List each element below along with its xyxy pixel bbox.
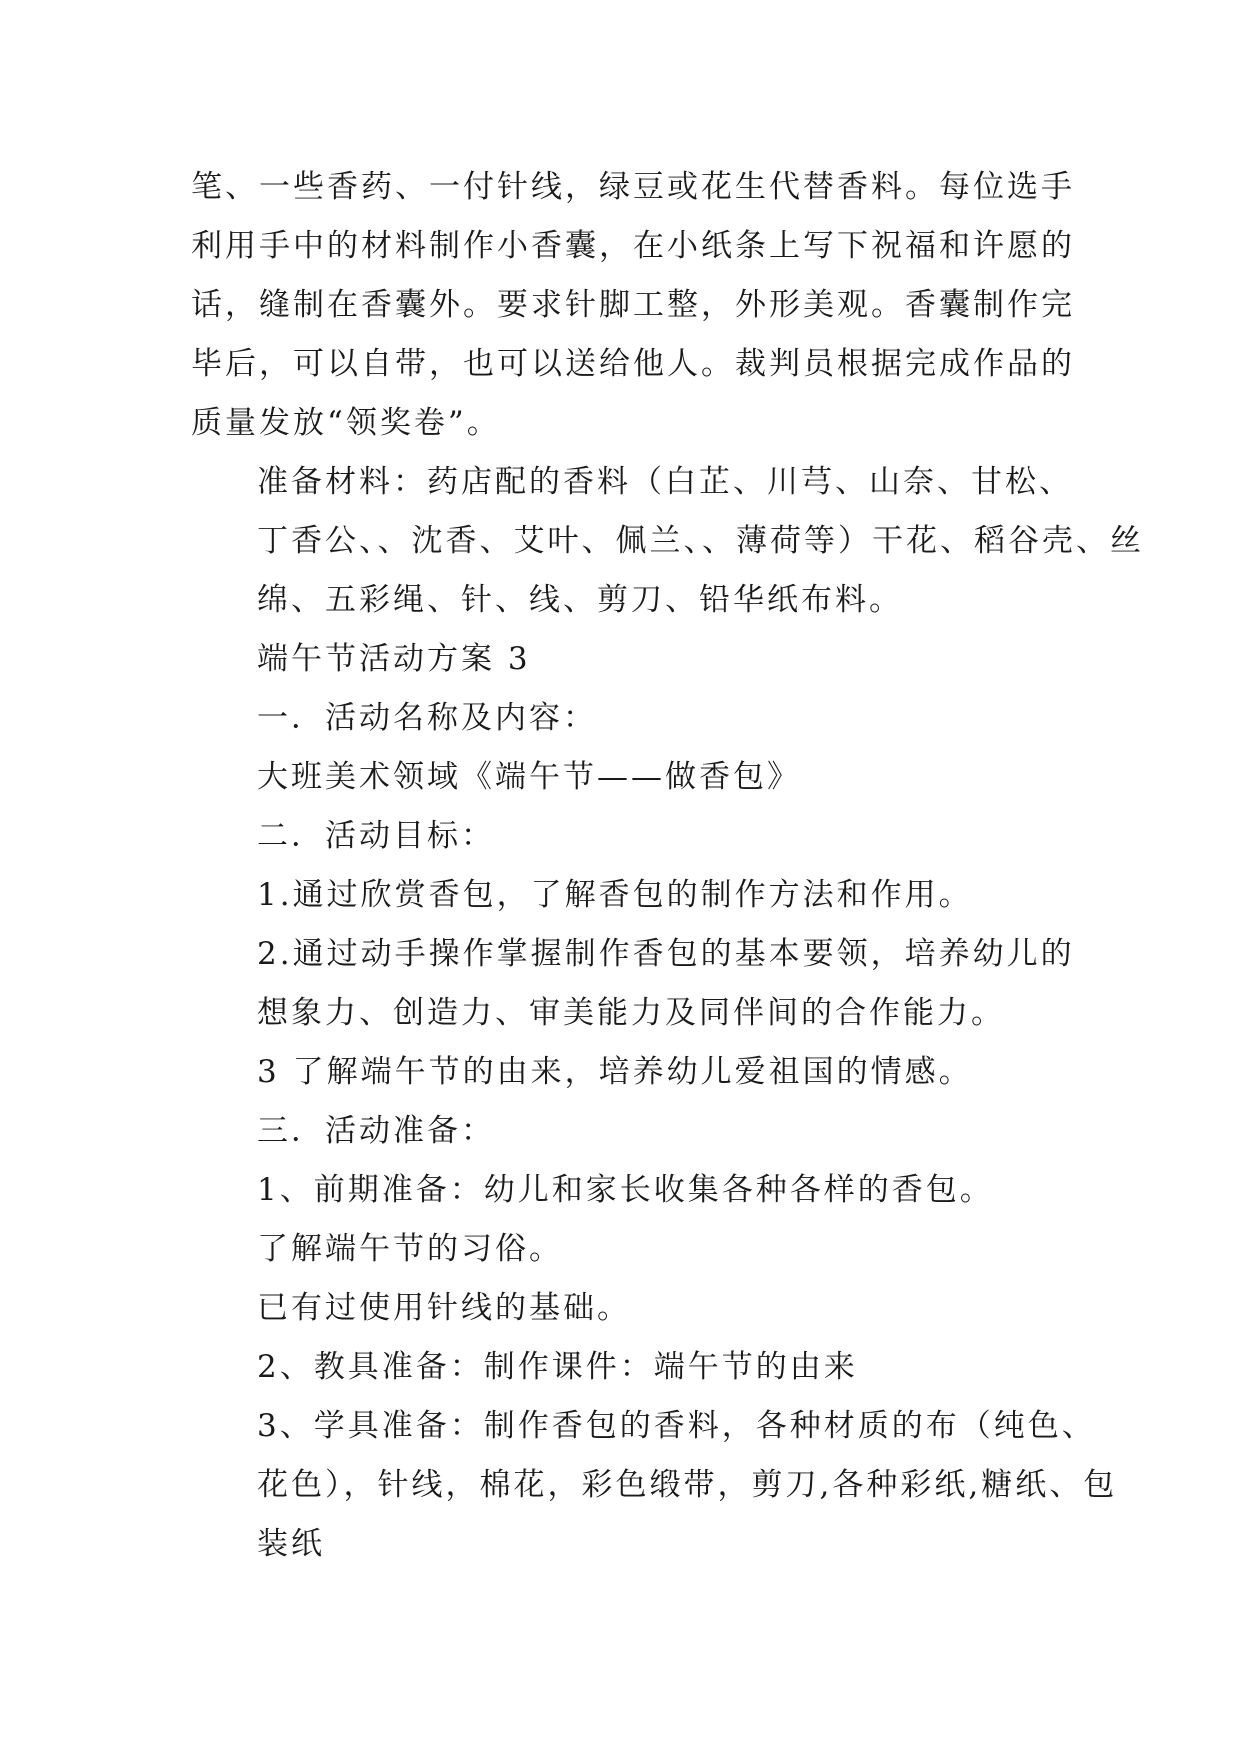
paragraph-line: 绵、五彩绳、针、线、剪刀、铅华纸布料。 — [257, 582, 903, 618]
paragraph-line: 2.通过动手操作掌握制作香包的基本要领，培养幼儿的 — [257, 936, 1075, 972]
paragraph-line: 一．活动名称及内容： — [257, 700, 597, 736]
paragraph-line: 质量发放“领奖卷”。 — [191, 405, 501, 441]
paragraph-line: 端午节活动方案 3 — [257, 641, 531, 677]
paragraph — [191, 158, 1075, 453]
paragraph — [191, 1338, 1071, 1397]
paragraph — [191, 689, 1071, 748]
paragraph — [191, 1161, 1071, 1220]
paragraph-line: 3 了解端午节的由来，培养幼儿爱祖国的情感。 — [257, 1054, 973, 1090]
paragraph — [191, 807, 1071, 866]
paragraph — [191, 453, 1144, 630]
paragraph — [191, 1397, 1118, 1574]
paragraph-line: 1.通过欣赏香包，了解香包的制作方法和作用。 — [257, 877, 973, 913]
paragraph-line: 1、前期准备：幼儿和家长收集各种各样的香包。 — [257, 1172, 994, 1208]
paragraph-line: 毕后，可以自带，也可以送给他人。裁判员根据完成作品的 — [191, 346, 1075, 382]
paragraph — [191, 925, 1075, 1043]
paragraph-line: 2、教具准备：制作课件：端午节的由来 — [257, 1349, 858, 1385]
paragraph-line: 三．活动准备： — [257, 1113, 495, 1149]
paragraph-line: 已有过使用针线的基础。 — [257, 1290, 631, 1326]
paragraph-line: 大班美术领域《端午节——做香包》 — [257, 759, 801, 795]
paragraph — [191, 630, 1071, 689]
paragraph-line: 想象力、创造力、审美能力及同伴间的合作能力。 — [257, 995, 1005, 1031]
paragraph — [191, 866, 1071, 925]
paragraph-line: 丁香公、、沈香、艾叶、佩兰、、薄荷等）干花、稻谷壳、丝 — [257, 523, 1144, 559]
paragraph — [191, 748, 1071, 807]
paragraph — [191, 1043, 1071, 1102]
paragraph — [191, 1279, 1071, 1338]
paragraph-line: 二．活动目标： — [257, 818, 495, 854]
paragraph — [191, 1220, 1071, 1279]
paragraph-line: 准备材料：药店配的香料（白芷、川芎、山奈、甘松、 — [257, 464, 1073, 500]
paragraph-line: 装纸 — [257, 1526, 325, 1562]
paragraph — [191, 1102, 1071, 1161]
document-body — [191, 158, 1144, 1574]
paragraph-line: 了解端午节的习俗。 — [257, 1231, 563, 1267]
paragraph-line: 笔、一些香药、一付针线，绿豆或花生代替香料。每位选手 — [191, 169, 1075, 205]
paragraph-line: 3、学具准备：制作香包的香料，各种材质的布（纯色、 — [257, 1408, 1096, 1444]
paragraph-line: 利用手中的材料制作小香囊，在小纸条上写下祝福和许愿的 — [191, 228, 1075, 264]
paragraph-line: 话，缝制在香囊外。要求针脚工整，外形美观。香囊制作完 — [191, 287, 1075, 323]
paragraph-line: 花色），针线，棉花，彩色缎带，剪刀,各种彩纸,糖纸、包 — [257, 1467, 1118, 1503]
